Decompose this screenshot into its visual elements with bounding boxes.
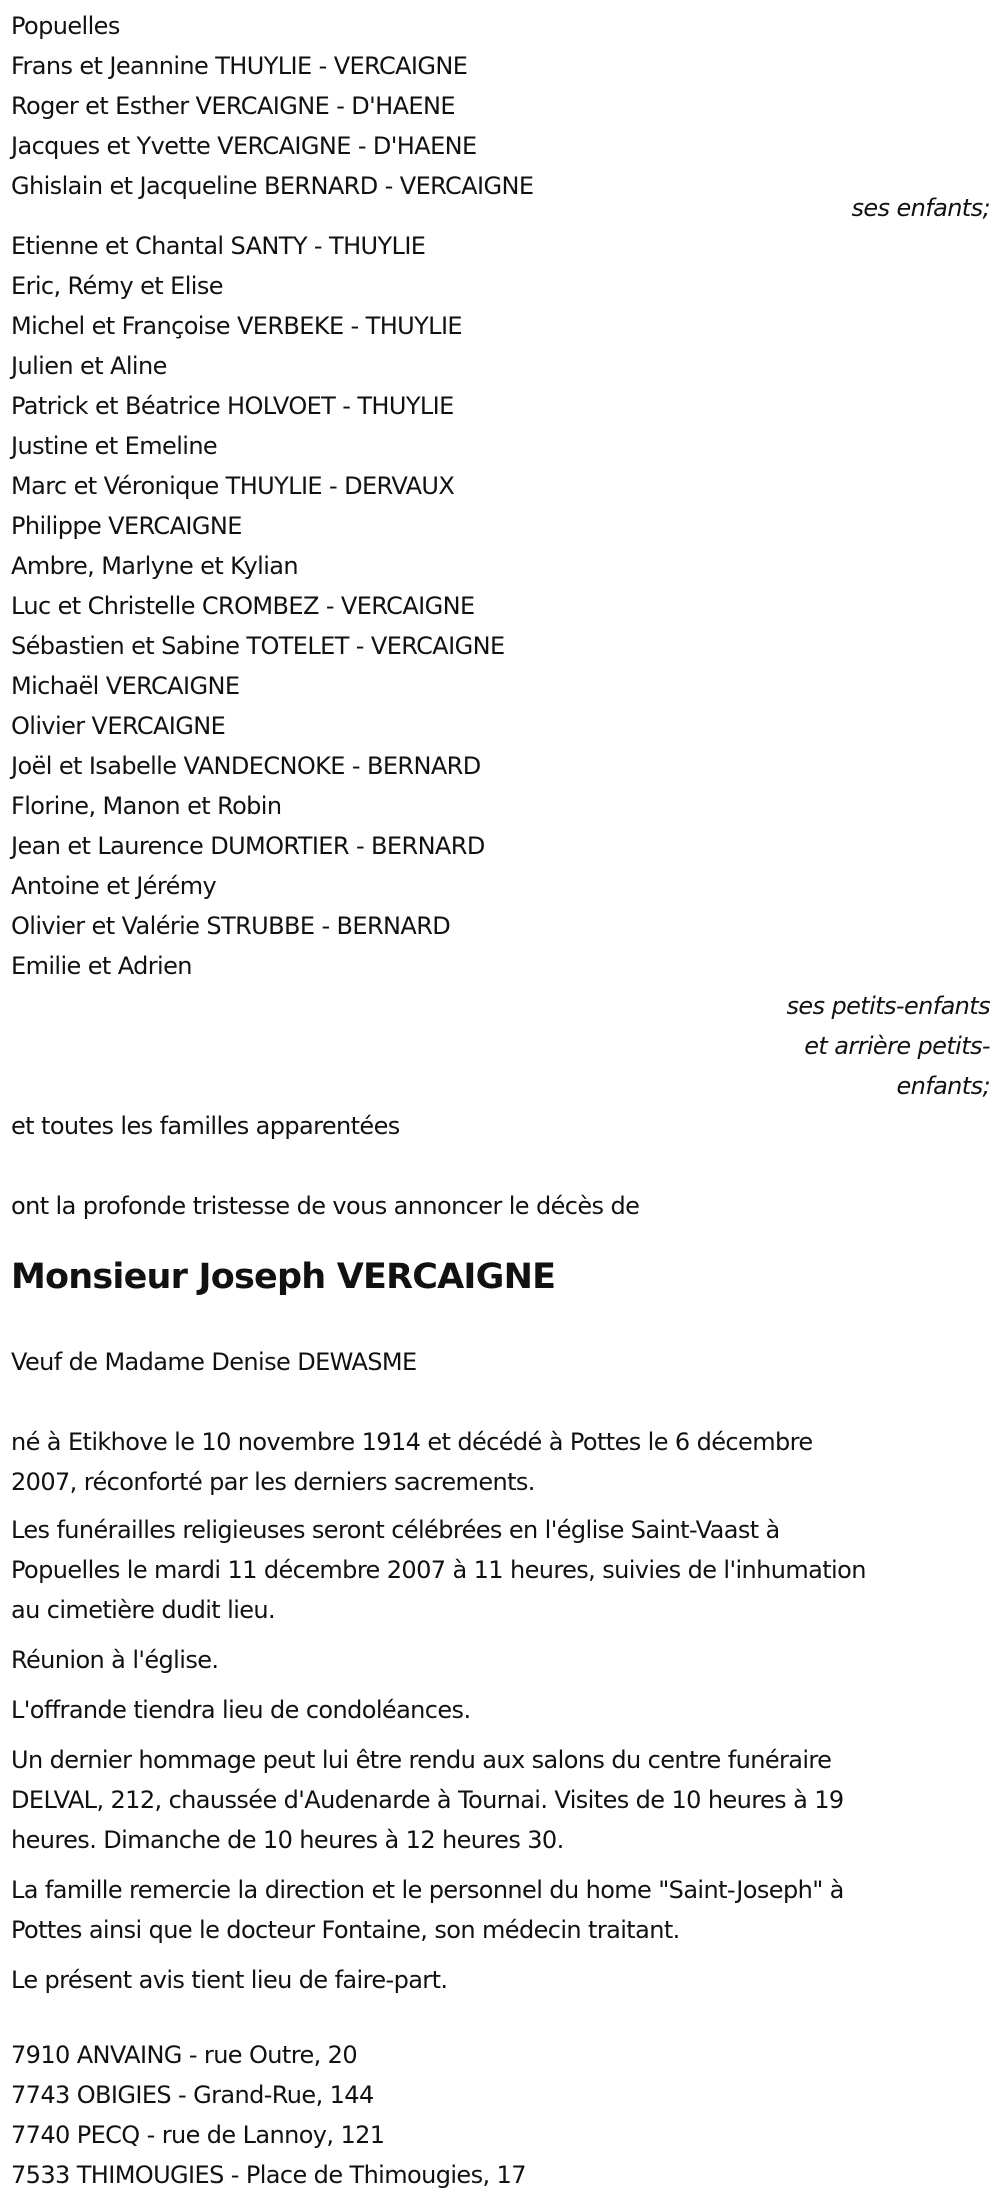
address-item: 7533 THIMOUGIES - Place de Thimougies, 17 <box>11 2161 526 2189</box>
birth-death-paragraph: né à Etikhove le 10 novembre 1914 et décédé à Pottes le 6 décembre 2007, réconforté par les derniers sacrements. <box>11 1428 813 1496</box>
addresses-list <box>11 2035 996 2195</box>
list-item: Frans et Jeannine THUYLIE - VERCAIGNE <box>11 52 468 80</box>
announcement-intro: ont la profonde tristesse de vous annoncer le décès de <box>11 1192 640 1220</box>
offering-paragraph: L'offrande tiendra lieu de condoléances. <box>11 1696 471 1724</box>
list-item: Justine et Emeline <box>11 432 218 460</box>
list-item: Jacques et Yvette VERCAIGNE - D'HAENE <box>11 132 477 160</box>
address-item: 7743 OBIGIES - Grand-Rue, 144 <box>11 2081 374 2109</box>
list-item: Ghislain et Jacqueline BERNARD - VERCAIGNE <box>11 172 534 200</box>
list-item: Emilie et Adrien <box>11 952 192 980</box>
list-item: Eric, Rémy et Elise <box>11 272 223 300</box>
grandchildren-list <box>11 226 996 986</box>
list-item: Jean et Laurence DUMORTIER - BERNARD <box>11 832 485 860</box>
list-item: Olivier et Valérie STRUBBE - BERNARD <box>11 912 451 940</box>
list-item: Julien et Aline <box>11 352 167 380</box>
list-item: Etienne et Chantal SANTY - THUYLIE <box>11 232 426 260</box>
list-item: Olivier VERCAIGNE <box>11 712 226 740</box>
thanks-paragraph: La famille remercie la direction et le personnel du home "Saint-Joseph" à Pottes ainsi que le docteur Fontaine, son médecin traitant. <box>11 1876 844 1944</box>
list-item: Joël et Isabelle VANDECNOKE - BERNARD <box>11 752 481 780</box>
list-item: Ambre, Marlyne et Kylian <box>11 552 299 580</box>
list-item: Michaël VERCAIGNE <box>11 672 240 700</box>
children-label: ses enfants; <box>851 194 990 222</box>
other-families: et toutes les familles apparentées <box>11 1112 400 1140</box>
notice-paragraph: Le présent avis tient lieu de faire-part. <box>11 1966 448 1994</box>
list-item: Florine, Manon et Robin <box>11 792 282 820</box>
list-item: Luc et Christelle CROMBEZ - VERCAIGNE <box>11 592 475 620</box>
list-item: Michel et Françoise VERBEKE - THUYLIE <box>11 312 462 340</box>
grandchildren-label: ses petits-enfants et arrière petits- enfants; <box>786 992 990 1100</box>
list-item: Popuelles <box>11 12 120 40</box>
widower-of: Veuf de Madame Denise DEWASME <box>11 1348 417 1376</box>
funeral-paragraph: Les funérailles religieuses seront célébrées en l'église Saint-Vaast à Popuelles le mardi 11 décembre 2007 à 11 heures, suivies de l'inhumation au cimetière dudit lieu. <box>11 1516 866 1624</box>
deceased-name-heading: Monsieur Joseph VERCAIGNE <box>11 1257 556 1297</box>
list-item: Antoine et Jérémy <box>11 872 217 900</box>
tribute-paragraph: Un dernier hommage peut lui être rendu aux salons du centre funéraire DELVAL, 212, chaussée d'Audenarde à Tournai. Visites de 10 heures à 19 heures. Dimanche de 10 heures à 12 heures 30. <box>11 1746 844 1854</box>
address-item: 7740 PECQ - rue de Lannoy, 121 <box>11 2121 385 2149</box>
children-list <box>11 6 996 206</box>
address-item: 7910 ANVAING - rue Outre, 20 <box>11 2041 358 2069</box>
list-item: Patrick et Béatrice HOLVOET - THUYLIE <box>11 392 454 420</box>
list-item: Marc et Véronique THUYLIE - DERVAUX <box>11 472 455 500</box>
list-item: Sébastien et Sabine TOTELET - VERCAIGNE <box>11 632 505 660</box>
meeting-paragraph: Réunion à l'église. <box>11 1646 219 1674</box>
list-item: Philippe VERCAIGNE <box>11 512 242 540</box>
list-item: Roger et Esther VERCAIGNE - D'HAENE <box>11 92 455 120</box>
